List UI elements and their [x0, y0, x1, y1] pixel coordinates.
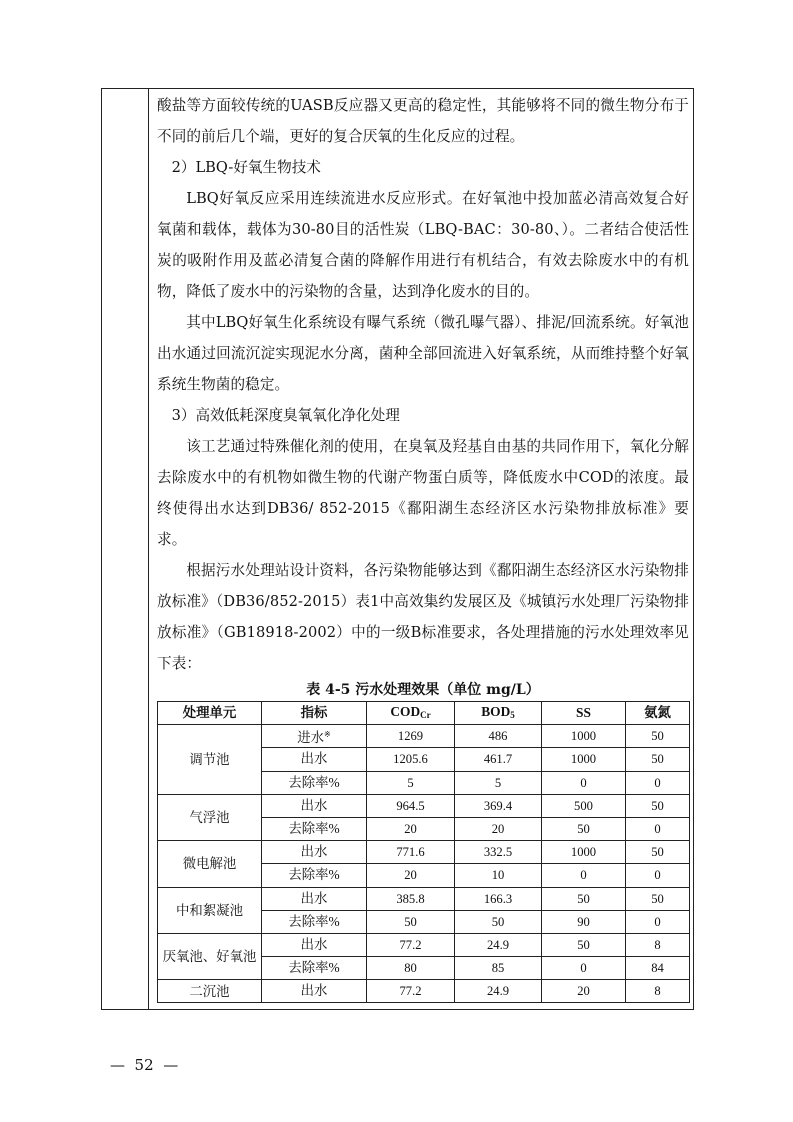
ss-cell: 0 — [542, 864, 626, 887]
ammonia-cell: 50 — [626, 841, 690, 864]
ammonia-cell: 84 — [626, 957, 690, 980]
header-bod: $BOD_5$ — [455, 702, 542, 725]
indicator-cell: 出水 — [262, 841, 367, 864]
ammonia-cell: 8 — [626, 933, 690, 956]
bod-cell: 166.3 — [455, 887, 542, 910]
indicator-cell: 去除率% — [262, 957, 367, 980]
table-row — [158, 933, 690, 956]
footer-dash-left: — — [110, 1056, 125, 1074]
paragraph-ozone: 该工艺通过特殊催化剂的使用，在臭氧及羟基自由基的共同作用下，氧化分解去除废水中的有机物如微生物的代谢产物蛋白质等，降低废水中COD的浓度。最终使得出水达到DB36/ 852-2015《鄱阳湖生态经济区水污染物排放标准》要求。 — [157, 438, 689, 548]
ammonia-cell: 50 — [626, 794, 690, 817]
header-unit: 处理单元 — [158, 702, 262, 725]
page-footer — [110, 1056, 178, 1074]
indicator-cell: 去除率% — [262, 817, 367, 840]
unit-cell: 调节池 — [158, 725, 262, 795]
heading-ozone: 3）高效低耗深度臭氧氧化净化处理 — [171, 407, 400, 424]
table-row — [158, 725, 690, 748]
table-header-row — [158, 702, 690, 725]
ammonia-cell: 0 — [626, 910, 690, 933]
indicator-cell: 出水 — [262, 980, 367, 1003]
unit-cell: 微电解池 — [158, 841, 262, 887]
header-cod: $COD_{Cr}$ — [367, 702, 455, 725]
cod-cell: 5 — [367, 771, 455, 794]
indicator-cell: 出水 — [262, 794, 367, 817]
indicator-cell: 出水 — [262, 887, 367, 910]
bod-cell: 85 — [455, 957, 542, 980]
bod-cell: 24.9 — [455, 980, 542, 1003]
cod-cell: 20 — [367, 864, 455, 887]
table-caption: 表 4-5 污水处理效果（单位 mg/L） — [306, 682, 540, 698]
paragraph-uasb: 酸盐等方面较传统的UASB反应器又更高的稳定性，其能够将不同的微生物分布于不同的前后几个端，更好的复合厌氧的生化反应的过程。 — [157, 97, 689, 145]
unit-cell: 气浮池 — [158, 794, 262, 840]
column-divider — [148, 89, 149, 1009]
table-row — [158, 980, 690, 1003]
header-indicator: 指标 — [262, 702, 367, 725]
cod-cell: 77.2 — [367, 980, 455, 1003]
bod-cell: 461.7 — [455, 748, 542, 771]
ammonia-cell: 0 — [626, 864, 690, 887]
indicator-cell: 出水 — [262, 748, 367, 771]
bod-cell: 10 — [455, 864, 542, 887]
unit-cell: 二沉池 — [158, 980, 262, 1003]
cod-cell: 964.5 — [367, 794, 455, 817]
cod-cell: 385.8 — [367, 887, 455, 910]
paragraph-lbq-process: LBQ好氧反应采用连续流进水反应形式。在好氧池中投加蓝必清高效复合好氧菌和载体，载体为30-80目的活性炭（LBQ-BAC：30-80、）。二者结合使活性炭的吸附作用及蓝必清复合菌的降解作用进行有机结合，有效去除废水中的有机物，降低了废水中的污染物的含量，达到净化废水的目的。 — [157, 190, 689, 300]
ss-cell: 0 — [542, 957, 626, 980]
ammonia-cell: 50 — [626, 725, 690, 748]
bod-cell: 486 — [455, 725, 542, 748]
bod-cell: 50 — [455, 910, 542, 933]
indicator-cell: 进水※ — [262, 725, 367, 748]
page-number: 52 — [134, 1056, 154, 1074]
table-row — [158, 794, 690, 817]
paragraph-design-basis: 根据污水处理站设计资料，各污染物能够达到《鄱阳湖生态经济区水污染物排放标准》（DB36/852-2015）表1中高效集约发展区及《城镇污水处理厂污染物排放标准》（GB18918-2002）中的一级B标准要求，各处理措施的污水处理效率见下表： — [157, 562, 689, 672]
heading-lbq-aerobic: 2）LBQ-好氧生物技术 — [171, 159, 321, 176]
ss-cell: 50 — [542, 817, 626, 840]
bod-cell: 5 — [455, 771, 542, 794]
ammonia-cell: 50 — [626, 887, 690, 910]
indicator-cell: 出水 — [262, 933, 367, 956]
indicator-cell: 去除率% — [262, 771, 367, 794]
table-row — [158, 841, 690, 864]
bod-cell: 20 — [455, 817, 542, 840]
footer-dash-right: — — [163, 1056, 179, 1074]
bod-cell: 24.9 — [455, 933, 542, 956]
ss-cell: 50 — [542, 887, 626, 910]
ss-cell: 500 — [542, 794, 626, 817]
bod-cell: 369.4 — [455, 794, 542, 817]
ss-cell: 1000 — [542, 841, 626, 864]
unit-cell: 中和絮凝池 — [158, 887, 262, 933]
ammonia-cell: 0 — [626, 817, 690, 840]
treatment-effect-table — [157, 701, 690, 1003]
unit-cell: 厌氧池、好氧池 — [158, 933, 262, 979]
cod-cell: 77.2 — [367, 933, 455, 956]
ammonia-cell: 50 — [626, 748, 690, 771]
cod-cell: 1205.6 — [367, 748, 455, 771]
ss-cell: 1000 — [542, 725, 626, 748]
bod-cell: 332.5 — [455, 841, 542, 864]
header-ss: SS — [542, 702, 626, 725]
document-body — [157, 90, 689, 1003]
ammonia-cell: 0 — [626, 771, 690, 794]
header-ammonia: 氨氮 — [626, 702, 690, 725]
ammonia-cell: 8 — [626, 980, 690, 1003]
cod-cell: 771.6 — [367, 841, 455, 864]
ss-cell: 20 — [542, 980, 626, 1003]
indicator-cell: 去除率% — [262, 864, 367, 887]
ss-cell: 0 — [542, 771, 626, 794]
table-row — [158, 887, 690, 910]
ss-cell: 50 — [542, 933, 626, 956]
ss-cell: 90 — [542, 910, 626, 933]
cod-cell: 20 — [367, 817, 455, 840]
indicator-cell: 去除率% — [262, 910, 367, 933]
ss-cell: 1000 — [542, 748, 626, 771]
cod-cell: 50 — [367, 910, 455, 933]
cod-cell: 80 — [367, 957, 455, 980]
paragraph-lbq-system: 其中LBQ好氧生化系统设有曝气系统（微孔曝气器）、排泥/回流系统。好氧池出水通过回流沉淀实现泥水分离，菌种全部回流进入好氧系统，从而维持整个好氧系统生物菌的稳定。 — [157, 314, 689, 393]
cod-cell: 1269 — [367, 725, 455, 748]
